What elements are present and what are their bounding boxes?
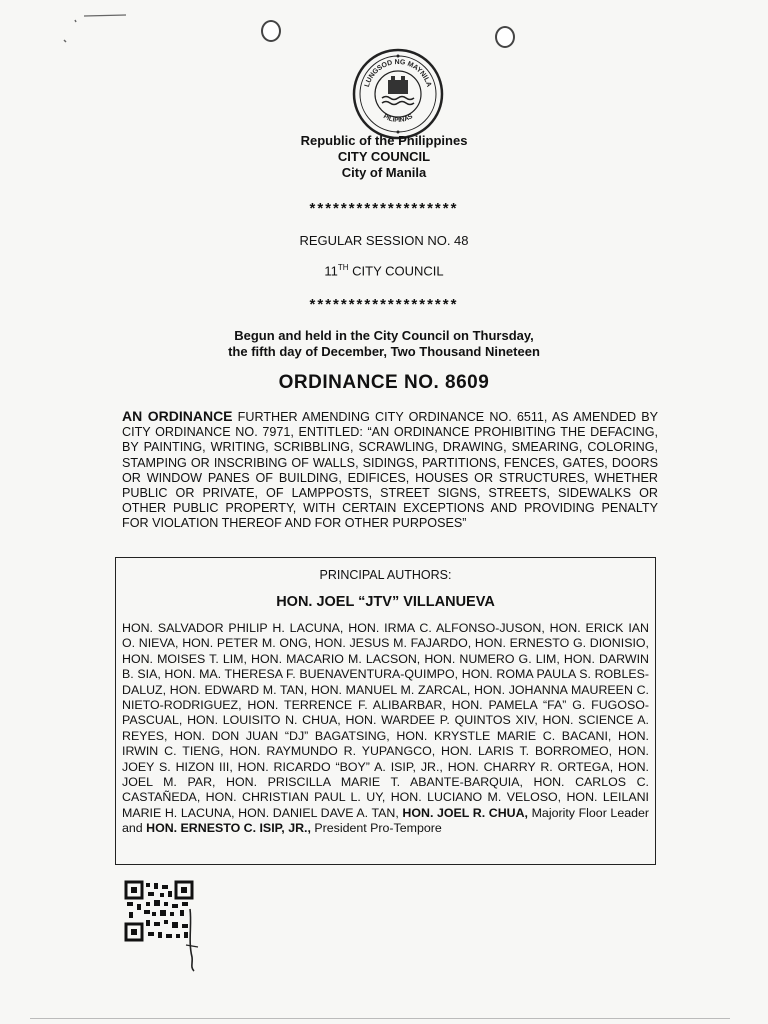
- council-num: 11: [324, 263, 338, 279]
- co-authors-list: [122, 621, 649, 837]
- header-republic: Republic of the Philippines: [300, 133, 468, 148]
- header-city-council: CITY COUNCIL: [337, 149, 431, 164]
- star-divider-top: *******************: [309, 200, 459, 217]
- svg-text:PILIPINAS: [382, 113, 415, 124]
- ordinance-number: ORDINANCE NO. 8609: [278, 372, 490, 393]
- council-number: [0, 263, 768, 278]
- president-pro-tempore-role: President Pro-Tempore: [310, 821, 442, 836]
- page-edge-line: [30, 1018, 730, 1019]
- document-header: [0, 133, 768, 181]
- council-text: CITY COUNCIL: [348, 263, 444, 279]
- ordinance-title: [122, 409, 658, 532]
- pen-mark: [60, 6, 140, 46]
- floor-leader-name: HON. JOEL R. CHUA,: [402, 805, 528, 820]
- punch-hole-left: [261, 20, 281, 42]
- seal-text-bottom: PILIPINAS: [381, 113, 415, 125]
- city-seal-icon: [350, 46, 446, 142]
- seal-text-top: LUNGSOD NG MAYNILA: [363, 58, 433, 88]
- session-date-line2: the fifth day of December, Two Thousand Nineteen: [228, 344, 540, 359]
- session-number: REGULAR SESSION NO. 48: [299, 233, 469, 248]
- ordinance-title-lead: AN ORDINANCE: [122, 408, 233, 424]
- star-divider-bottom: *******************: [309, 296, 459, 313]
- principal-authors-label: PRINCIPAL AUTHORS:: [319, 568, 452, 582]
- session-date-line1: Begun and held in the City Council on Thursday,: [234, 328, 534, 343]
- principal-author-name: HON. JOEL “JTV” VILLANUEVA: [276, 594, 495, 610]
- ordinance-title-body: FURTHER AMENDING CITY ORDINANCE NO. 6511, AS AMENDED BY CITY ORDINANCE NO. 7971, ENTITLED: “AN ORDINANCE PROHIBITING THE DEFACING, BY PAINTING, WRITING, SCRIBBLING, SCRAWLING, DRAWING, SMEARING, COLORING, STAMPING OR INSCRIBING OF WALLS, SIDINGS, PARTITIONS, FENCES, GATES, DOORS OR WINDOW PANES OF BUILDING, EDIFICES, HOUSES OR STRUCTURES, WHETHER PUBLIC OR PRIVATE, OF LAMPPOSTS, STREET SIGNS, STREETS, SIDEWALKS OR OTHER PUBLIC PROPERTY, WITH CERTAIN EXCEPTIONS AND PROVIDING PENALTY FOR VIOLATION THEREOF AND FOR OTHER PURPOSES”: [122, 410, 658, 531]
- header-city: City of Manila: [341, 165, 427, 180]
- punch-hole-right: [495, 26, 515, 48]
- president-pro-tempore-name: HON. ERNESTO C. ISIP, JR.,: [146, 821, 311, 836]
- authors-box: [115, 557, 656, 865]
- signature-initial: [178, 905, 208, 975]
- floor-leader-role: Majority Floor Leader and: [122, 805, 650, 836]
- session-date: [0, 328, 768, 360]
- co-authors-names: HON. SALVADOR PHILIP H. LACUNA, HON. IRMA C. ALFONSO-JUSON, HON. ERICK IAN O. NIEVA, HON. PETER M. ONG, HON. JESUS M. FAJARDO, HON. ERNESTO G. DIONISIO, HON. MOISES T. LIM, HON. MACARIO M. LACSON, HON. NUMERO G. LIM, HON. DARWIN B. SIA, HON. MA. THERESA F. BUENAVENTURA-QUIMPO, HON. ROMA PAULA S. ROBLES-DALUZ, HON. EDWARD M. TAN, HON. MANUEL M. ZARCAL, HON. JOHANNA MAUREEN C. NIETO-RODRIGUEZ, HON. TERRENCE F. ALIBARBAR, HON. PAMELA “FA” G. FUGOSO-PASCUAL, HON. LOUISITO N. CHUA, HON. WARDEE P. QUINTOS XIV, HON. SCIENCE A. REYES, HON. DON JUAN “DJ” BAGATSING, HON. KRYSTLE MARIE C. BACANI, HON. IRWIN C. TIENG, HON. RAYMUNDO R. YUPANGCO, HON. LARIS T. BORROMEO, HON. JOEY S. HIZON III, HON. RICARDO “BOY” A. ISIP, JR., HON. CHARRY R. ORTEGA, HON. JOEL M. PAR, HON. PRISCILLA MARIE T. ABANTE-BARQUIA, HON. CARLOS C. CASTAÑEDA, HON. CHRISTIAN PAUL L. UY, HON. LUCIANO M. VELOSO, HON. LEILANI MARIE H. LACUNA, HON. DANIEL DAVE A. TAN,: [122, 621, 649, 820]
- council-suffix: TH: [337, 263, 349, 272]
